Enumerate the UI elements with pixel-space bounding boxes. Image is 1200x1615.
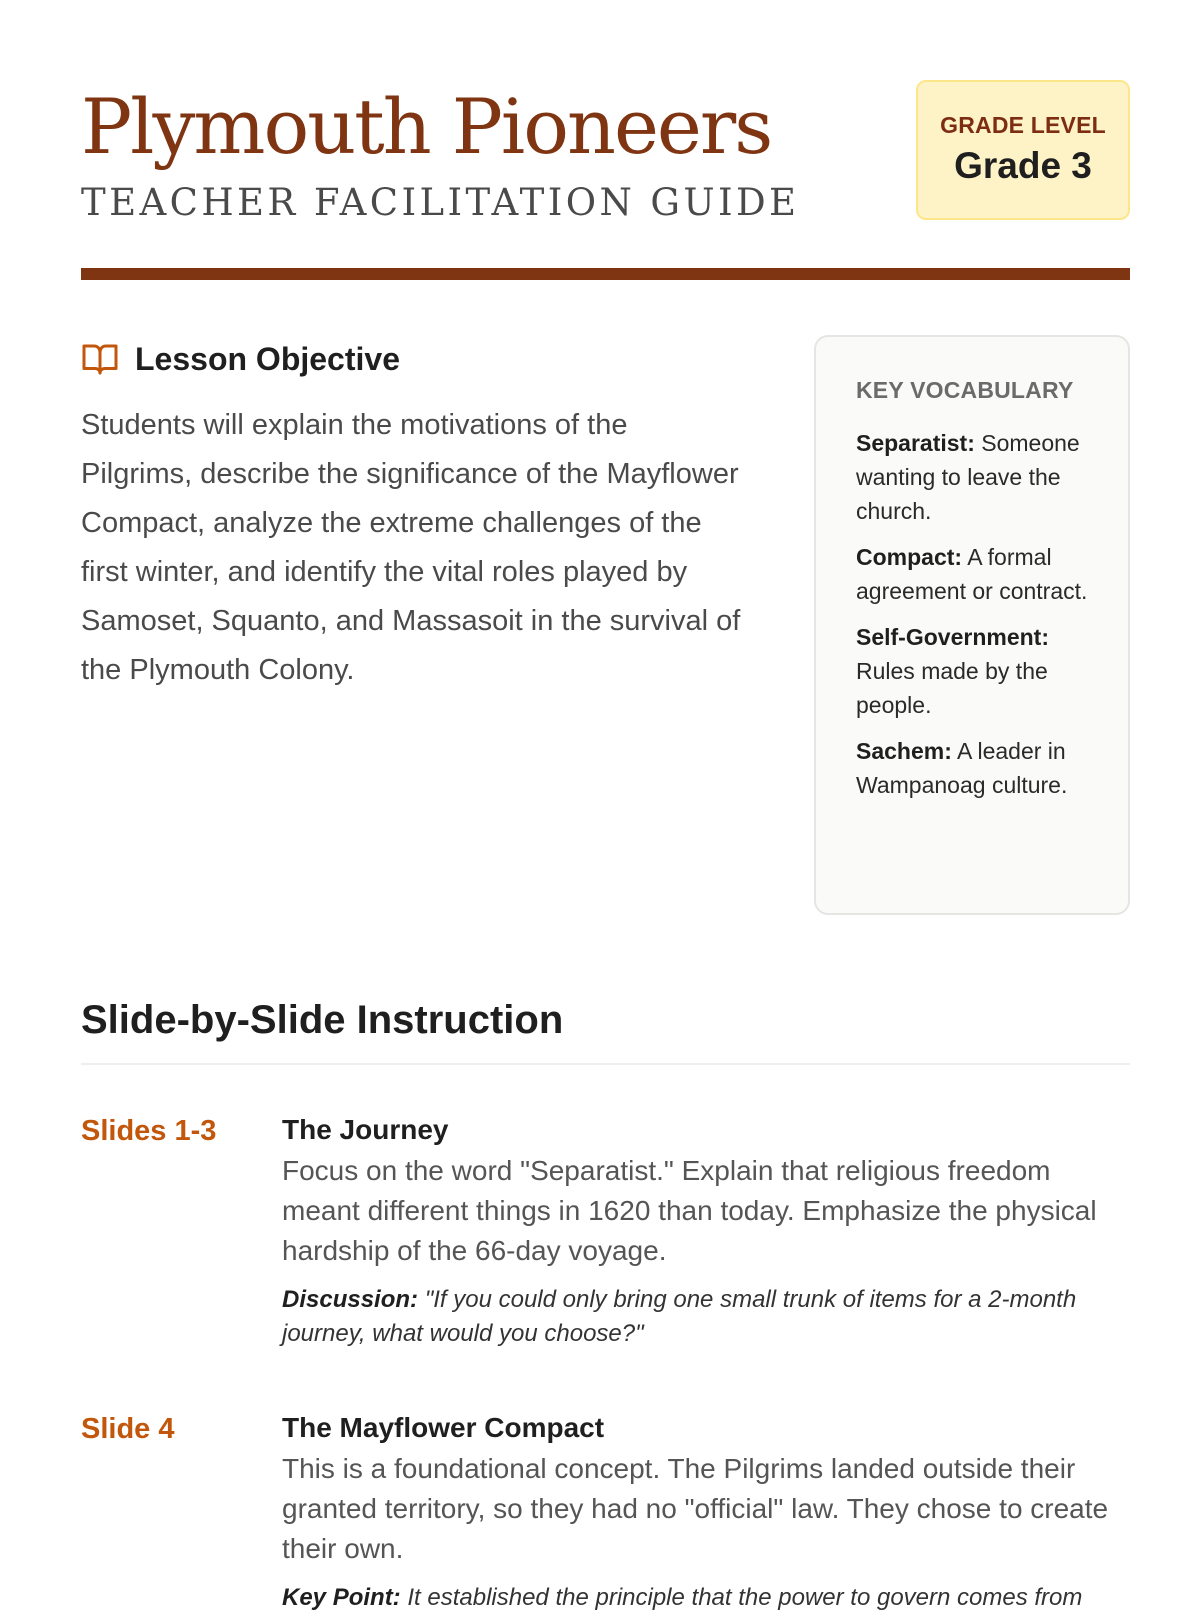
- vocab-term: Sachem:: [856, 738, 952, 764]
- vocab-term: Self-Government:: [856, 624, 1049, 650]
- page-header: [81, 80, 1130, 230]
- vocab-definition: Someone wanting to leave the church.: [856, 430, 1080, 524]
- slide-description: This is a foundational concept. The Pilgrims landed outside their granted territory, so they had no "official" law. They chose to create their own.: [282, 1453, 1109, 1564]
- vocab-term: Compact:: [856, 544, 963, 570]
- slide-instruction-section: [81, 993, 1130, 1615]
- grade-level-value: Grade 3: [954, 145, 1092, 186]
- vocab-item: [856, 426, 1098, 528]
- slide-title: The Mayflower Compact: [282, 1412, 605, 1443]
- slide-body: [282, 1111, 1130, 1351]
- section-divider: [81, 1063, 1130, 1065]
- note-label: Key Point:: [282, 1584, 401, 1611]
- guide-page: [81, 0, 1130, 1611]
- slide-number: Slide 4: [81, 1413, 175, 1445]
- key-vocabulary-heading: KEY VOCABULARY: [856, 377, 1074, 403]
- header-divider: [81, 268, 1130, 280]
- lesson-objective-title: Lesson Objective: [135, 340, 400, 377]
- note-text: "If you could only bring one small trunk of items for a 2-month journey, what would you choose?": [282, 1286, 1077, 1347]
- vocab-definition: A formal agreement or contract.: [856, 544, 1088, 604]
- key-vocabulary-box: [814, 335, 1130, 915]
- slide-note: [282, 1581, 1130, 1615]
- page-subtitle: TEACHER FACILITATION GUIDE: [81, 181, 800, 224]
- book-icon: [81, 342, 119, 376]
- vocab-item: [856, 540, 1098, 608]
- page-title: Plymouth Pioneers: [81, 82, 772, 171]
- grade-level-badge: [916, 80, 1130, 220]
- slide-entry: [81, 1409, 1130, 1615]
- lesson-objective-section: [81, 337, 741, 695]
- vocab-term: Separatist:: [856, 430, 975, 456]
- lesson-objective-text: Students will explain the motivations of the Pilgrims, describe the significance of the Mayflower Compact, analyze the extreme challenges of the first winter, and identify the vital roles played by Samoset, Squanto, and Massasoit in the survival of the Plymouth Colony.: [81, 409, 741, 686]
- vocab-item: [856, 734, 1098, 802]
- lesson-objective-heading: [81, 337, 741, 381]
- slide-instruction-heading: Slide-by-Slide Instruction: [81, 998, 564, 1042]
- slide-description: Focus on the word "Separatist." Explain that religious freedom meant different things in 1620 than today. Emphasize the physical hardship of the 66-day voyage.: [282, 1155, 1097, 1266]
- grade-level-label: GRADE LEVEL: [940, 112, 1106, 138]
- vocab-definition: A leader in Wampanoag culture.: [856, 738, 1068, 798]
- slide-number: Slides 1-3: [81, 1115, 217, 1147]
- vocab-definition: Rules made by the people.: [856, 658, 1048, 718]
- vocab-item: [856, 620, 1098, 722]
- slide-body: [282, 1409, 1130, 1615]
- slide-entry: [81, 1111, 1130, 1351]
- slide-title: The Journey: [282, 1114, 449, 1145]
- note-text: It established the principle that the power to govern comes from: [407, 1584, 1083, 1611]
- slide-note: [282, 1283, 1130, 1351]
- note-label: Discussion:: [282, 1286, 419, 1313]
